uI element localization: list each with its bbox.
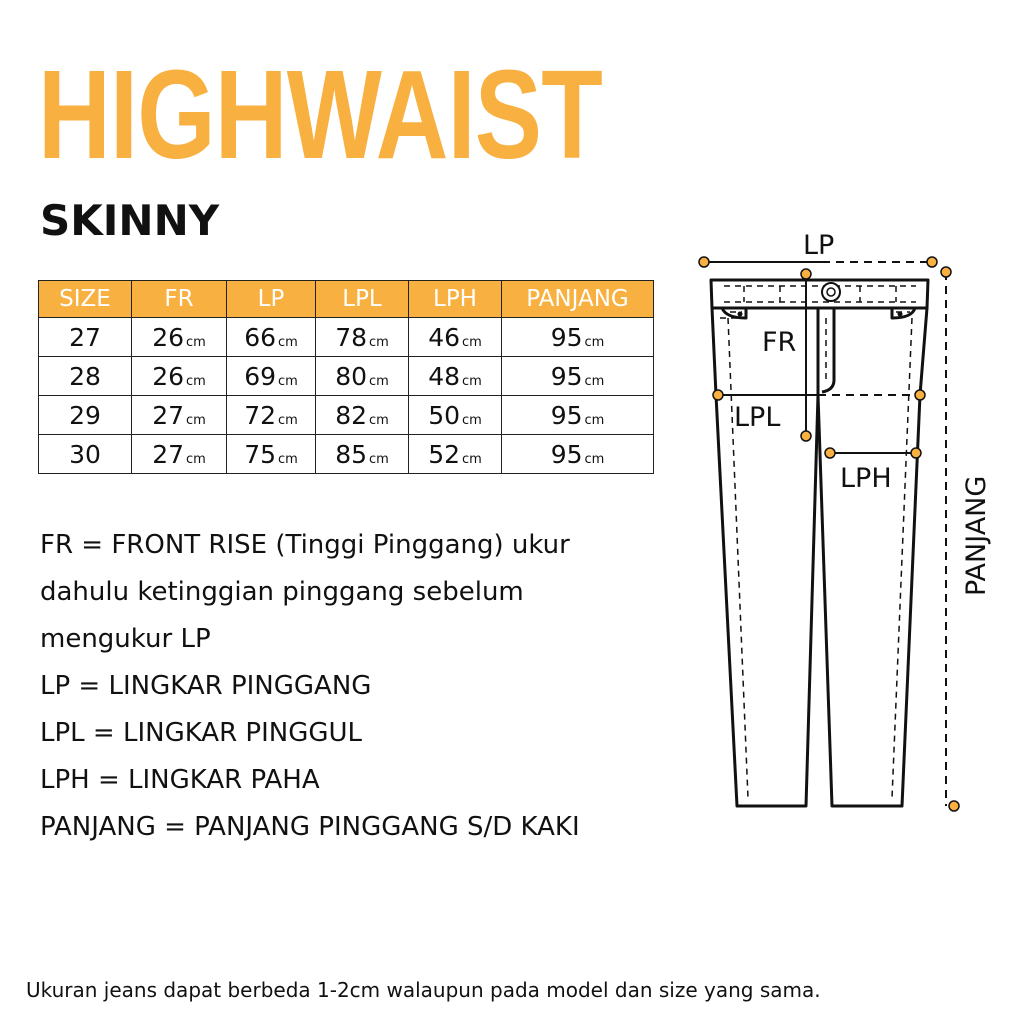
cell-unit: cm — [462, 334, 482, 350]
cell-unit: cm — [369, 373, 389, 389]
label-lpl: LPL — [734, 402, 781, 433]
cell-unit: cm — [584, 334, 605, 350]
cell-unit: cm — [462, 412, 482, 428]
cell-value: 95 — [550, 322, 583, 352]
cell-unit: cm — [186, 334, 206, 350]
cell-unit: cm — [584, 451, 605, 467]
lph-start-dot — [825, 448, 835, 458]
legend-lph: LPH = LINGKAR PAHA — [40, 765, 320, 795]
cell-unit: cm — [278, 412, 298, 428]
legend-lp: LP = LINGKAR PINGGANG — [40, 671, 372, 701]
header-lp: LP — [227, 281, 316, 318]
cell-unit: cm — [462, 451, 482, 467]
cell-unit: cm — [278, 373, 298, 389]
panjang-start-dot — [941, 267, 951, 277]
legend-lpl: LPL = LINGKAR PINGGUL — [40, 718, 363, 748]
cell-unit: cm — [278, 334, 298, 350]
header-lpl: LPL — [316, 281, 409, 318]
cell-value: 29 — [69, 400, 101, 430]
legend-panjang: PANJANG = PANJANG PINGGANG S/D KAKI — [40, 812, 580, 842]
cell-value: 85 — [335, 439, 367, 469]
page-subtitle: SKINNY — [40, 196, 220, 245]
lph-end-dot — [911, 448, 921, 458]
cell-value: 26 — [152, 322, 184, 352]
rivet-left — [738, 312, 743, 317]
header-size: SIZE — [39, 281, 132, 318]
header-lph: LPH — [409, 281, 502, 318]
cell-unit: cm — [369, 451, 389, 467]
cell-value: 27 — [152, 400, 184, 430]
cell-value: 48 — [428, 361, 460, 391]
cell-unit: cm — [186, 412, 206, 428]
fr-start-dot — [801, 269, 811, 279]
fr-end-dot — [801, 431, 811, 441]
label-lp: LP — [803, 230, 835, 261]
cell-value: 95 — [550, 400, 583, 430]
button-center — [827, 288, 835, 296]
header-panjang: PANJANG — [502, 281, 654, 318]
cell-value: 72 — [244, 400, 276, 430]
cell-unit: cm — [186, 451, 206, 467]
cell-unit: cm — [584, 412, 605, 428]
cell-value: 95 — [550, 439, 583, 469]
cell-value: 27 — [69, 322, 101, 352]
cell-value: 80 — [335, 361, 367, 391]
cell-value: 50 — [428, 400, 460, 430]
cell-value: 30 — [69, 439, 101, 469]
measurement-lines — [704, 262, 946, 806]
cell-unit: cm — [278, 451, 298, 467]
cell-value: 82 — [335, 400, 367, 430]
cell-unit: cm — [186, 373, 206, 389]
label-fr: FR — [762, 327, 797, 358]
cell-unit: cm — [584, 373, 605, 389]
cell-value: 28 — [69, 361, 101, 391]
lp-start-dot — [699, 257, 709, 267]
lp-end-dot — [927, 257, 937, 267]
cell-value: 69 — [244, 361, 276, 391]
lpl-start-dot — [713, 390, 723, 400]
cell-unit: cm — [369, 412, 389, 428]
lpl-end-dot — [915, 390, 925, 400]
label-panjang: PANJANG — [961, 475, 992, 596]
header-fr: FR — [132, 281, 227, 318]
panjang-end-dot — [949, 801, 959, 811]
cell-unit: cm — [462, 373, 482, 389]
page-title: HIGHWAIST — [38, 44, 602, 185]
cell-unit: cm — [369, 334, 389, 350]
cell-value: 75 — [244, 439, 276, 469]
cell-value: 27 — [152, 439, 184, 469]
cell-value: 52 — [428, 439, 460, 469]
cell-value: 78 — [335, 322, 367, 352]
disclaimer-note: Ukuran jeans dapat berbeda 1-2cm walaupun pada model dan size yang sama. — [26, 978, 821, 1002]
cell-value: 26 — [152, 361, 184, 391]
legend-fr-line-2: dahulu ketinggian pinggang sebelum — [40, 577, 524, 607]
cell-value: 95 — [550, 361, 583, 391]
cell-value: 46 — [428, 322, 460, 352]
cell-value: 66 — [244, 322, 276, 352]
legend-fr-line-3: mengukur LP — [40, 624, 211, 654]
label-lph: LPH — [840, 463, 892, 494]
rivet-right — [898, 312, 903, 317]
legend-fr-line-1: FR = FRONT RISE (Tinggi Pinggang) ukur — [40, 530, 570, 560]
